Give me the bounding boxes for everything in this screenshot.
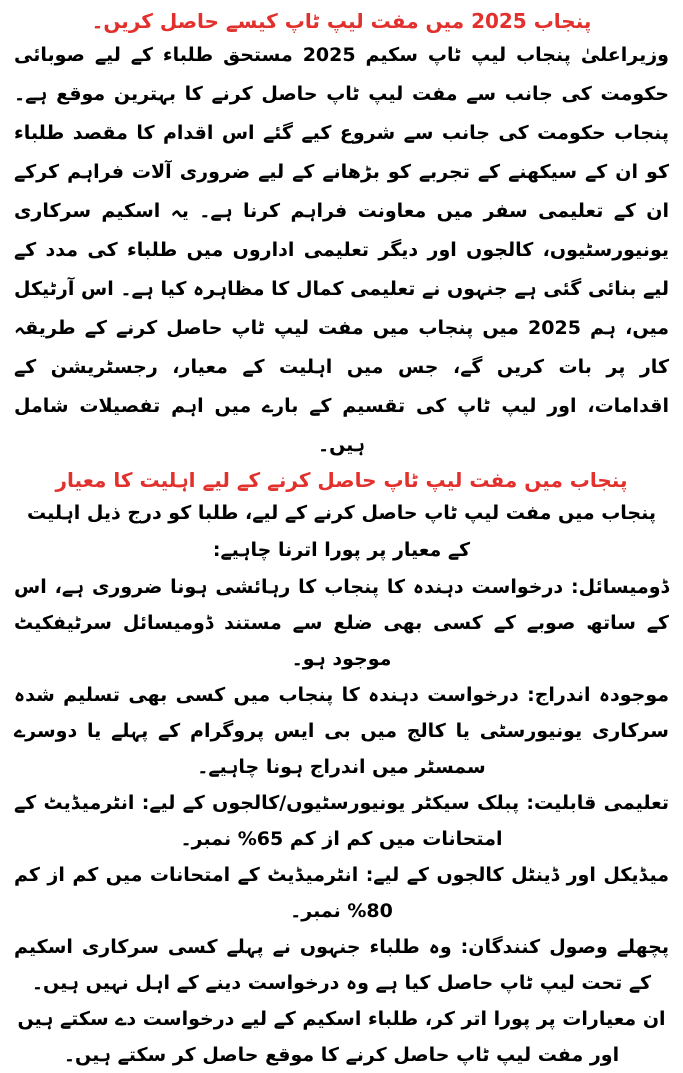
domicile-criterion: ڈومیسائل: درخواست دہندہ کا پنجاب کا رہائشی ہونا ضروری ہے، اس کے ساتھ صوبے کے کسی بھی ضلع سے مستند ڈومیسائل سرٹیفکیٹ موجود ہو۔ <box>14 576 669 670</box>
previous-recipients-criterion: پچھلے وصول کنندگان: وہ طلباء جنہوں نے پہلے کسی سرکاری اسکیم کے تحت لیپ ٹاپ حاصل کیا ہے وہ درخواست دینے کے اہل نہیں ہیں۔ <box>14 936 669 994</box>
page-title: پنجاب 2025 میں مفت لیپ ٹاپ کیسے حاصل کریں۔ <box>91 9 592 33</box>
medical-criterion: میڈیکل اور ڈینٹل کالجوں کے لیے: انٹرمیڈیٹ کے امتحانات میں کم از کم 80% نمبر۔ <box>14 864 669 922</box>
eligibility-heading: پنجاب میں مفت لیپ ٹاپ حاصل کرنے کے لیے اہلیت کا معیار <box>55 468 628 492</box>
eligibility-intro: پنجاب میں مفت لیپ ٹاپ حاصل کرنے کے لیے، طلبا کو درج ذیل اہلیت کے معیار پر پورا اترنا چاہیے: <box>26 502 657 561</box>
academic-criterion: تعلیمی قابلیت: پبلک سیکٹر یونیورسٹیوں/کالجوں کے لیے: انٹرمیڈیٹ کے امتحانات میں کم از کم 65% نمبر۔ <box>14 792 669 850</box>
enrollment-criterion: موجودہ اندراج: درخواست دہندہ کا پنجاب میں کسی بھی تسلیم شدہ سرکاری یونیورسٹی یا کالج میں بی ایس پروگرام کے پہلے یا دوسرے سمسٹر میں اندراج ہونا چاہیے۔ <box>14 684 669 778</box>
closing-paragraph: ان معیارات پر پورا اتر کر، طلباء اسکیم کے لیے درخواست دے سکتے ہیں اور مفت لیپ ٹاپ حاصل کرنے کا موقع حاصل کر سکتے ہیں۔ <box>17 1008 666 1066</box>
intro-paragraph: وزیراعلیٰ پنجاب لیپ ٹاپ سکیم 2025 مستحق طلباء کے لیے صوبائی حکومت کی جانب سے مفت لیپ ٹاپ حاصل کرنے کا بہترین موقع ہے۔ پنجاب حکومت کی جانب سے شروع کیے گئے اس اقدام کا مقصد طلباء کو ان کے سیکھنے کے تجربے کو بڑھانے کے لیے ضروری آلات فراہم کرکے ان کے تعلیمی سفر میں معاونت فراہم کرنا ہے۔ یہ اسکیم سرکاری یونیورسٹیوں، کالجوں اور دیگر تعلیمی اداروں میں طلباء کی مدد کے لیے بنائی گئی ہے جنہوں نے تعلیمی کمال کا مظاہرہ کیا ہے۔ اس آرٹیکل میں، ہم 2025 میں پنجاب میں مفت لیپ ٹاپ حاصل کرنے کے طریقہ کار پر بات کریں گے، جس میں اہلیت کے معیار، رجسٹریشن کے اقدامات، اور لیپ ٹاپ کی تقسیم کے بارے میں اہم تفصیلات شامل ہیں۔ <box>14 44 669 456</box>
